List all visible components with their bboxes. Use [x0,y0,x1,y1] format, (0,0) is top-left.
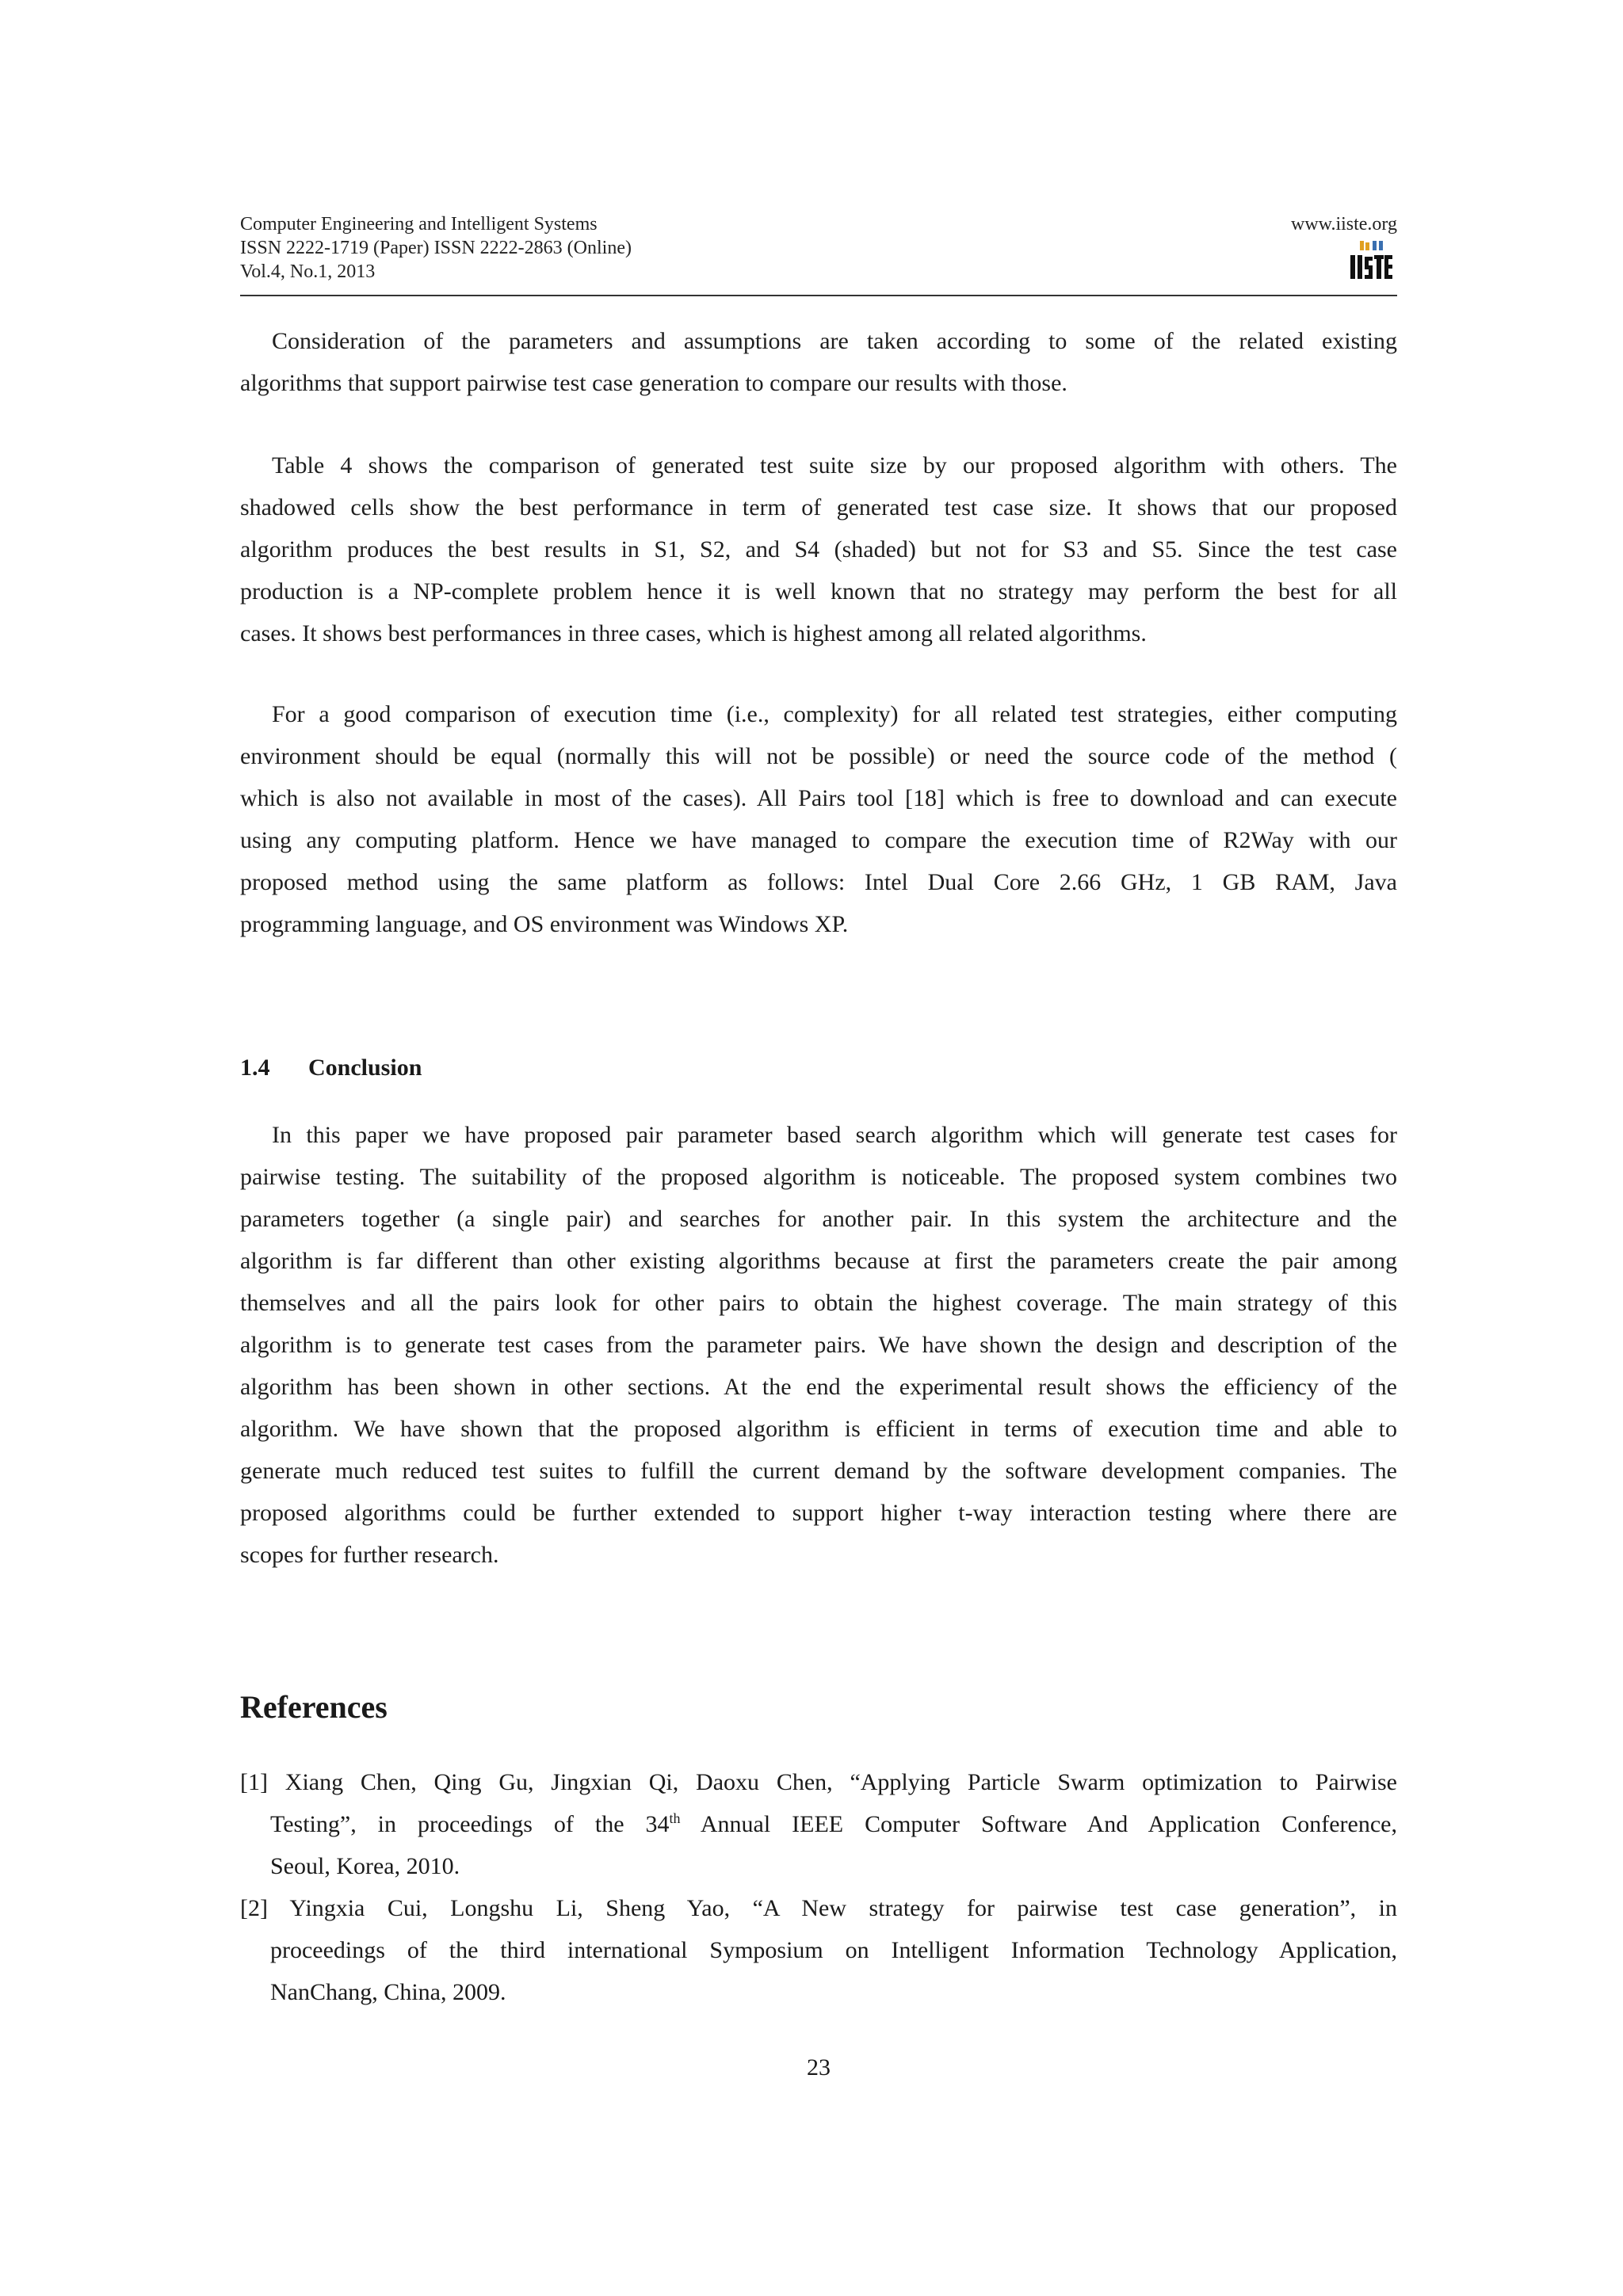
text-line: Consideration of the parameters and assumptions are taken according to some of the related existing [272,328,1397,354]
text-line: In this paper we have proposed pair parameter based search algorithm which will generate test cases for [272,1122,1397,1148]
section-heading [240,1052,422,1084]
text-line: production is a NP-complete problem hence it is well known that no strategy may perform the best for all [240,578,1397,605]
conclusion-paragraph [240,1114,1397,1576]
text-line [240,1803,1397,1845]
text-line: Seoul, Korea, 2010. [270,1853,460,1879]
text-line: parameters together (a single pair) and searches for another pair. In this system the architecture and the [240,1206,1397,1232]
text-line: algorithm has been shown in other sections. At the end the experimental result shows the efficiency of the [240,1374,1397,1400]
section-title: Conclusion [308,1055,422,1081]
text-line: environment should be equal (normally this will not be possible) or need the source code of the method ( [240,743,1397,769]
journal-issn: ISSN 2222-1719 (Paper) ISSN 2222-2863 (Online) [240,238,632,258]
text-line: proceedings of the third international Symposium on Intelligent Information Technology Application, [270,1937,1397,1963]
journal-volume: Vol.4, No.1, 2013 [240,261,376,282]
text-line: [1] Xiang Chen, Qing Gu, Jingxian Qi, Daoxu Chen, “Applying Particle Swarm optimization to Pairwise [240,1769,1397,1795]
text-line: generate much reduced test suites to fulfill the current demand by the software development companies. The [240,1458,1397,1484]
text-line: algorithms that support pairwise test case generation to compare our results with those. [240,370,1067,396]
iiste-logo-icon [1349,239,1393,284]
text-line: algorithm is to generate test cases from the parameter pairs. We have shown the design and description of the [240,1332,1397,1358]
text-line: algorithm is far different than other existing algorithms because at first the parameters create the pair among [240,1248,1397,1274]
text-line: algorithm. We have shown that the proposed algorithm is efficient in terms of execution time and able to [240,1416,1397,1442]
superscript: th [669,1810,681,1826]
paragraph-1 [240,320,1397,404]
paragraph-3 [240,693,1397,945]
text-line: shadowed cells show the best performance in term of generated test case size. It shows that our proposed [240,494,1397,521]
text-line: NanChang, China, 2009. [270,1979,506,2005]
section-number: 1.4 [240,1055,270,1081]
text-line: themselves and all the pairs look for other pairs to obtain the highest coverage. The main strategy of this [240,1290,1397,1316]
text-line: For a good comparison of execution time (i.e., complexity) for all related test strategies, either computing [272,701,1397,727]
page-header [240,212,1397,292]
reference-text: Annual IEEE Computer Software And Application Conference, [680,1811,1397,1837]
journal-url[interactable]: www.iiste.org [1291,214,1397,235]
paragraph-2 [240,444,1397,654]
text-line: cases. It shows best performances in three cases, which is highest among all related algorithms. [240,620,1147,646]
header-divider [240,295,1397,296]
journal-name: Computer Engineering and Intelligent Systems [240,214,598,235]
journal-info [240,212,632,284]
text-line: scopes for further research. [240,1542,499,1568]
text-line: proposed algorithms could be further extended to support higher t-way interaction testing where there are [240,1500,1397,1526]
reference-item [240,1761,1397,1887]
reference-item [240,1887,1397,2013]
text-line: which is also not available in most of the cases). All Pairs tool [18] which is free to download and can execute [240,785,1397,811]
text-line: proposed method using the same platform as follows: Intel Dual Core 2.66 GHz, 1 GB RAM, Java [240,869,1397,895]
text-line: Table 4 shows the comparison of generated test suite size by our proposed algorithm with others. The [272,452,1397,479]
reference-text: Testing”, in proceedings of the 34 [270,1811,670,1837]
text-line: [2] Yingxia Cui, Longshu Li, Sheng Yao, “A New strategy for pairwise test case generation”, in [240,1895,1397,1921]
text-line: using any computing platform. Hence we have managed to compare the execution time of R2Way with our [240,827,1397,853]
text-line: programming language, and OS environment was Windows XP. [240,911,849,937]
page-number: 23 [807,2054,831,2081]
text-line: algorithm produces the best results in S1, S2, and S4 (shaded) but not for S3 and S5. Since the test case [240,536,1397,563]
references-heading: References [240,1689,388,1725]
text-line: pairwise testing. The suitability of the proposed algorithm is noticeable. The proposed system combines two [240,1164,1397,1190]
